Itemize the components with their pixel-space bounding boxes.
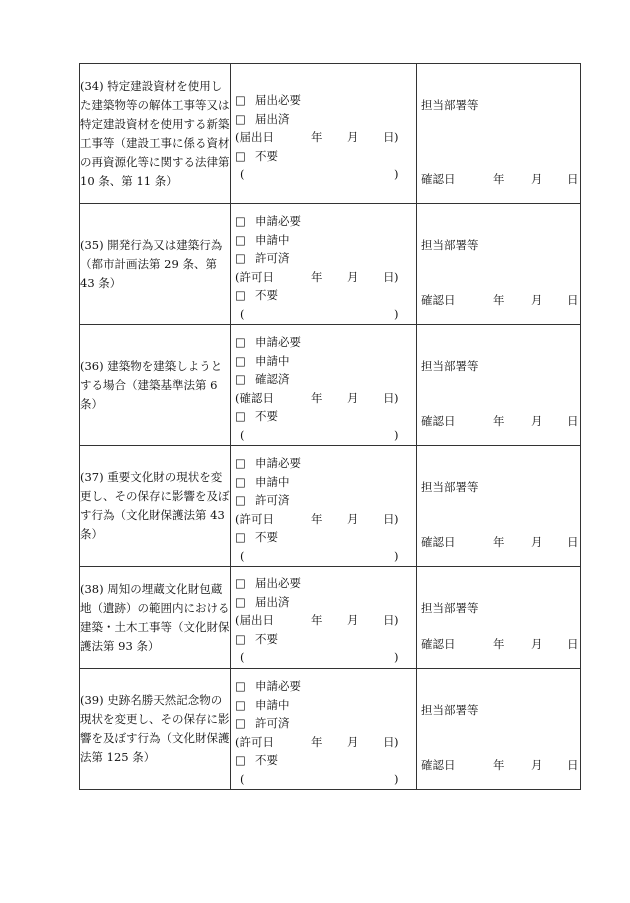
- close-paren: ): [394, 427, 399, 442]
- status-option-not-required[interactable]: [235, 528, 416, 547]
- law-cell: [80, 567, 231, 669]
- open-paren: (: [240, 167, 245, 182]
- option-label: 申請必要: [255, 214, 301, 228]
- status-options: [231, 669, 416, 789]
- confirm-date-row: [421, 636, 577, 652]
- status-option[interactable]: [235, 714, 416, 733]
- date-label: (確認日: [235, 390, 274, 405]
- reason-field[interactable]: [235, 426, 416, 445]
- confirm-date-label: 確認日: [421, 637, 456, 651]
- confirm-date-label: 確認日: [421, 757, 456, 772]
- status-cell: [231, 669, 417, 790]
- checkbox-icon[interactable]: □: [235, 493, 246, 508]
- checkbox-icon[interactable]: □: [235, 232, 246, 247]
- status-cell: [231, 325, 417, 446]
- status-option[interactable]: [235, 249, 416, 268]
- checkbox-icon[interactable]: □: [235, 753, 246, 768]
- option-label: 不要: [255, 148, 278, 163]
- confirmation-cell: [417, 567, 581, 669]
- year-label: 年: [493, 172, 505, 186]
- law-cell: [80, 64, 231, 204]
- month-label: 月: [347, 613, 359, 628]
- reason-field[interactable]: [235, 165, 416, 184]
- status-option[interactable]: [235, 677, 416, 696]
- status-options: [231, 567, 416, 667]
- department-label: 担当部署等: [421, 703, 479, 717]
- day-label: 日: [383, 390, 395, 405]
- day-label: 日: [567, 172, 579, 186]
- date-row: [235, 510, 416, 529]
- status-option[interactable]: [235, 212, 416, 231]
- day-label: 日: [383, 613, 395, 628]
- option-label: 申請中: [255, 697, 290, 712]
- status-option-not-required[interactable]: [235, 407, 416, 426]
- close-paren: ): [394, 548, 399, 563]
- option-label: 届出済: [255, 594, 290, 609]
- day-label: 日: [383, 734, 395, 749]
- law-text: (39) 史跡名勝天然記念物の現状を変更し、その保存に影響を及ぼす行為（文化財保護法第 125 条）: [80, 692, 230, 764]
- checkbox-icon[interactable]: □: [235, 214, 246, 228]
- confirmation-cell: [417, 325, 581, 446]
- option-label: 届出必要: [255, 576, 301, 590]
- date-label: (届出日: [235, 130, 274, 145]
- day-label: 日: [567, 535, 579, 549]
- month-label: 月: [347, 269, 359, 284]
- table-row: [80, 64, 581, 204]
- month-label: 月: [531, 535, 543, 549]
- option-label: 不要: [255, 530, 278, 545]
- status-options: [231, 446, 416, 566]
- month-label: 月: [531, 757, 543, 772]
- table-body: [80, 64, 581, 790]
- checkbox-icon[interactable]: □: [235, 474, 246, 489]
- law-text: (36) 建築物を建築しようとする場合（建築基準法第 6 条）: [80, 358, 223, 411]
- date-row: [235, 611, 416, 630]
- confirm-date-row: [421, 292, 577, 308]
- checkbox-icon[interactable]: □: [235, 716, 246, 731]
- status-option[interactable]: [235, 574, 416, 593]
- checkbox-icon[interactable]: □: [235, 251, 246, 266]
- date-row: [235, 128, 416, 147]
- checkbox-icon[interactable]: □: [235, 93, 246, 107]
- confirm-date-row: [421, 413, 577, 429]
- department-label: 担当部署等: [421, 238, 479, 252]
- year-label: 年: [493, 535, 505, 549]
- law-text: (34) 特定建設資材を使用した建築物等の解体工事等又は特定建設資材を使用する新築工事等（建設工事に係る資材の再資源化等に関する法律第 10 条、第 11 条）: [80, 78, 230, 188]
- year-label: 年: [311, 390, 323, 405]
- status-cell: [231, 64, 417, 204]
- checkbox-icon[interactable]: □: [235, 409, 246, 424]
- date-label: (届出日: [235, 613, 274, 628]
- department-label: 担当部署等: [421, 480, 479, 494]
- open-paren: (: [240, 306, 245, 321]
- law-cell: [80, 204, 231, 325]
- option-label: 不要: [255, 631, 278, 646]
- option-label: 確認済: [255, 372, 290, 387]
- option-label: 申請中: [255, 474, 290, 489]
- day-label: 日: [383, 511, 395, 526]
- law-text: (38) 周知の埋蔵文化財包蔵地（遺跡）の範囲内における建築・土木工事等（文化財保護法第 93 条）: [80, 581, 230, 653]
- year-label: 年: [311, 734, 323, 749]
- option-label: 申請中: [255, 232, 290, 247]
- confirm-date-label: 確認日: [421, 293, 456, 307]
- status-option[interactable]: [235, 110, 416, 129]
- confirmation-cell: [417, 446, 581, 567]
- day-label: 日: [383, 269, 395, 284]
- confirm-date-label: 確認日: [421, 172, 456, 186]
- status-options: [231, 204, 416, 324]
- reason-field[interactable]: [235, 305, 416, 324]
- option-label: 許可済: [255, 251, 290, 266]
- year-label: 年: [311, 130, 323, 145]
- checkbox-icon[interactable]: □: [235, 148, 246, 163]
- department-label: 担当部署等: [421, 601, 479, 615]
- department-label: 担当部署等: [421, 98, 479, 112]
- confirm-date-row: [421, 757, 577, 773]
- option-label: 不要: [255, 753, 278, 768]
- status-option[interactable]: [235, 352, 416, 371]
- date-label: (許可日: [235, 511, 274, 526]
- day-label: 日: [567, 293, 579, 307]
- status-option-not-required[interactable]: [235, 147, 416, 166]
- day-label: 日: [567, 414, 579, 428]
- confirmation-cell: [417, 64, 581, 204]
- option-label: 許可済: [255, 716, 290, 731]
- confirm-date-row: [421, 171, 577, 187]
- checkbox-icon[interactable]: □: [235, 372, 246, 387]
- close-paren: ): [394, 390, 399, 405]
- confirm-date-label: 確認日: [421, 535, 456, 549]
- reason-field[interactable]: [235, 547, 416, 566]
- checkbox-icon[interactable]: □: [235, 335, 246, 349]
- month-label: 月: [347, 130, 359, 145]
- month-label: 月: [531, 637, 543, 651]
- checkbox-icon[interactable]: □: [235, 697, 246, 712]
- year-label: 年: [493, 637, 505, 651]
- reason-field[interactable]: [235, 648, 416, 667]
- status-option-not-required[interactable]: [235, 751, 416, 770]
- date-row: [235, 733, 416, 752]
- status-option[interactable]: [235, 454, 416, 473]
- option-label: 不要: [255, 288, 278, 303]
- status-option[interactable]: [235, 370, 416, 389]
- table-row: [80, 325, 581, 446]
- month-label: 月: [347, 734, 359, 749]
- checkbox-icon[interactable]: □: [235, 111, 246, 126]
- table-row: [80, 669, 581, 790]
- close-paren: ): [394, 771, 399, 786]
- status-option-not-required[interactable]: [235, 630, 416, 649]
- month-label: 月: [531, 414, 543, 428]
- date-row: [235, 268, 416, 287]
- open-paren: (: [240, 548, 245, 563]
- law-text: (35) 開発行為又は建築行為（都市計画法第 29 条、第 43 条）: [80, 237, 223, 290]
- status-option[interactable]: [235, 696, 416, 715]
- date-label: (許可日: [235, 269, 274, 284]
- month-label: 月: [347, 390, 359, 405]
- status-option[interactable]: [235, 333, 416, 352]
- option-label: 届出必要: [255, 93, 301, 107]
- close-paren: ): [394, 613, 399, 628]
- close-paren: ): [394, 511, 399, 526]
- status-cell: [231, 567, 417, 669]
- permit-checklist-table: [79, 63, 581, 790]
- date-label: (許可日: [235, 734, 274, 749]
- year-label: 年: [311, 511, 323, 526]
- year-label: 年: [311, 269, 323, 284]
- table-row: [80, 204, 581, 325]
- status-cell: [231, 446, 417, 567]
- open-paren: (: [240, 771, 245, 786]
- table-row: [80, 446, 581, 567]
- confirm-date-label: 確認日: [421, 414, 456, 428]
- checkbox-icon[interactable]: □: [235, 576, 246, 590]
- option-label: 申請必要: [255, 335, 301, 349]
- close-paren: ): [394, 650, 399, 665]
- law-cell: [80, 446, 231, 567]
- year-label: 年: [493, 293, 505, 307]
- close-paren: ): [394, 167, 399, 182]
- confirmation-cell: [417, 669, 581, 790]
- checkbox-icon[interactable]: □: [235, 679, 246, 693]
- day-label: 日: [567, 637, 579, 651]
- option-label: 不要: [255, 409, 278, 424]
- status-option[interactable]: [235, 491, 416, 510]
- status-option[interactable]: [235, 473, 416, 492]
- checkbox-icon[interactable]: □: [235, 288, 246, 303]
- status-option-not-required[interactable]: [235, 286, 416, 305]
- open-paren: (: [240, 427, 245, 442]
- reason-field[interactable]: [235, 770, 416, 789]
- close-paren: ): [394, 734, 399, 749]
- option-label: 許可済: [255, 493, 290, 508]
- date-row: [235, 389, 416, 408]
- status-options: [231, 64, 416, 184]
- status-options: [231, 325, 416, 445]
- close-paren: ): [394, 130, 399, 145]
- day-label: 日: [567, 757, 579, 772]
- law-cell: [80, 669, 231, 790]
- year-label: 年: [493, 414, 505, 428]
- close-paren: ): [394, 306, 399, 321]
- month-label: 月: [531, 172, 543, 186]
- day-label: 日: [383, 130, 395, 145]
- status-option[interactable]: [235, 91, 416, 110]
- year-label: 年: [493, 757, 505, 772]
- checkbox-icon[interactable]: □: [235, 631, 246, 646]
- option-label: 申請必要: [255, 456, 301, 470]
- year-label: 年: [311, 613, 323, 628]
- checkbox-icon[interactable]: □: [235, 353, 246, 368]
- checkbox-icon[interactable]: □: [235, 594, 246, 609]
- status-cell: [231, 204, 417, 325]
- confirmation-cell: [417, 204, 581, 325]
- confirm-date-row: [421, 534, 577, 550]
- option-label: 届出済: [255, 111, 290, 126]
- department-label: 担当部署等: [421, 359, 479, 373]
- option-label: 申請必要: [255, 679, 301, 693]
- status-option[interactable]: [235, 231, 416, 250]
- table-row: [80, 567, 581, 669]
- month-label: 月: [347, 511, 359, 526]
- law-text: (37) 重要文化財の現状を変更し、その保存に影響を及ぼす行為（文化財保護法第 43 条）: [80, 470, 230, 541]
- checkbox-icon[interactable]: □: [235, 530, 246, 545]
- checkbox-icon[interactable]: □: [235, 456, 246, 470]
- close-paren: ): [394, 269, 399, 284]
- open-paren: (: [240, 650, 245, 665]
- month-label: 月: [531, 293, 543, 307]
- law-cell: [80, 325, 231, 446]
- status-option[interactable]: [235, 593, 416, 612]
- option-label: 申請中: [255, 353, 290, 368]
